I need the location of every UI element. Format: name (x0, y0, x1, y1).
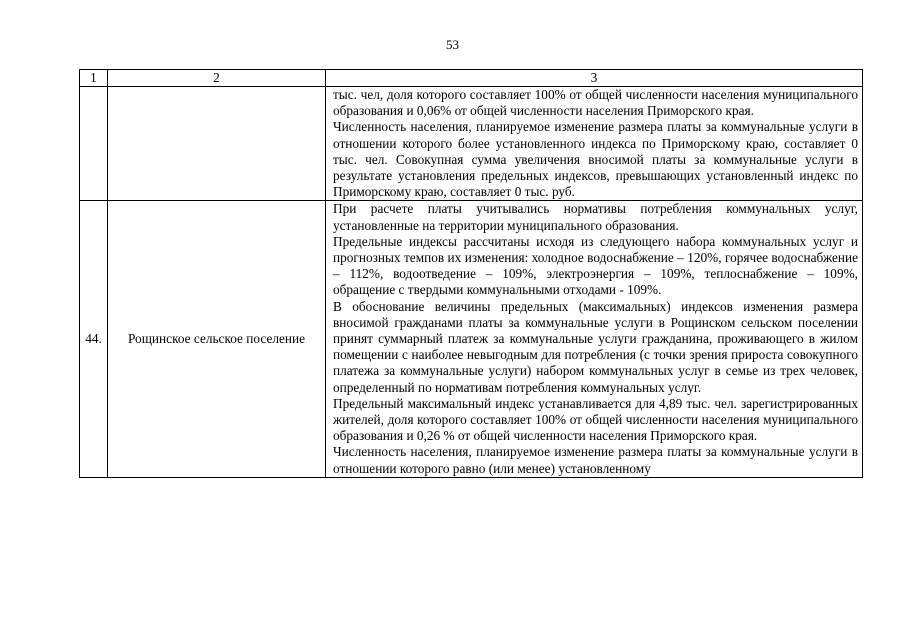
description-paragraph: В обоснование величины предельных (максимальных) индексов изменения размера вносимой гражданами платы за коммунальные услуги в Рощинском сельском поселении принят суммарный платеж за коммунальные услуги гражданина, проживающего в жилом помещении с наиболее невыгодным для потребления (с точки зрения прироста совокупного платежа за коммунальные услуги) набором коммунальных услуг в семье из трех человек, определенный по нормативам потребления коммунальных услуг. (333, 298, 858, 395)
row-number-cell: 44. (80, 201, 108, 477)
description-paragraph: Предельные индексы рассчитаны исходя из следующего набора коммунальных услуг и прогнозных темпов их изменения: холодное водоснабжение – 120%, горячее водоснабжение – 112%, водоотведение – 109%, электроэнергия – 109%, теплоснабжение – 109%, обращение с твердыми коммунальными отходами - 109%. (333, 233, 858, 298)
table-header-row (80, 70, 863, 87)
description-paragraph: Численность населения, планируемое изменение размера платы за коммунальные услуги в отношении которого более установленного индекса по Приморскому краю, составляет 0 тыс. чел. Совокупная сумма увеличения вносимой платы за коммунальные услуги в результате установления предельных индексов, превышающих установленный индекс по Приморскому краю, составляет 0 тыс. руб. (333, 119, 858, 200)
row-description-cell (326, 87, 863, 201)
description-paragraph: При расчете платы учитывались нормативы потребления коммунальных услуг, установленные на территории муниципального образования. (333, 201, 858, 233)
row-description-cell (326, 201, 863, 477)
tariff-index-table (79, 69, 863, 478)
row-number-cell (80, 87, 108, 201)
column-header-1: 1 (80, 70, 108, 87)
description-paragraph: Предельный максимальный индекс устанавливается для 4,89 тыс. чел. зарегистрированных жителей, доля которого составляет 100% от общей численности населения муниципального образования и 0,26 % от общей численности населения Приморского края. (333, 395, 858, 444)
column-header-3: 3 (326, 70, 863, 87)
description-paragraph: Численность населения, планируемое изменение размера платы за коммунальные услуги в отношении которого равно (или менее) установленному (333, 444, 858, 476)
table-row-continued (80, 87, 863, 201)
row-name-cell (108, 87, 326, 201)
description-paragraph: тыс. чел, доля которого составляет 100% от общей численности населения муниципального образования и 0,06% от общей численности населения Приморского края. (333, 87, 858, 119)
page-number: 53 (446, 37, 459, 52)
row-name-cell: Рощинское сельское поселение (108, 201, 326, 477)
table-row-44 (80, 201, 863, 477)
column-header-2: 2 (108, 70, 326, 87)
